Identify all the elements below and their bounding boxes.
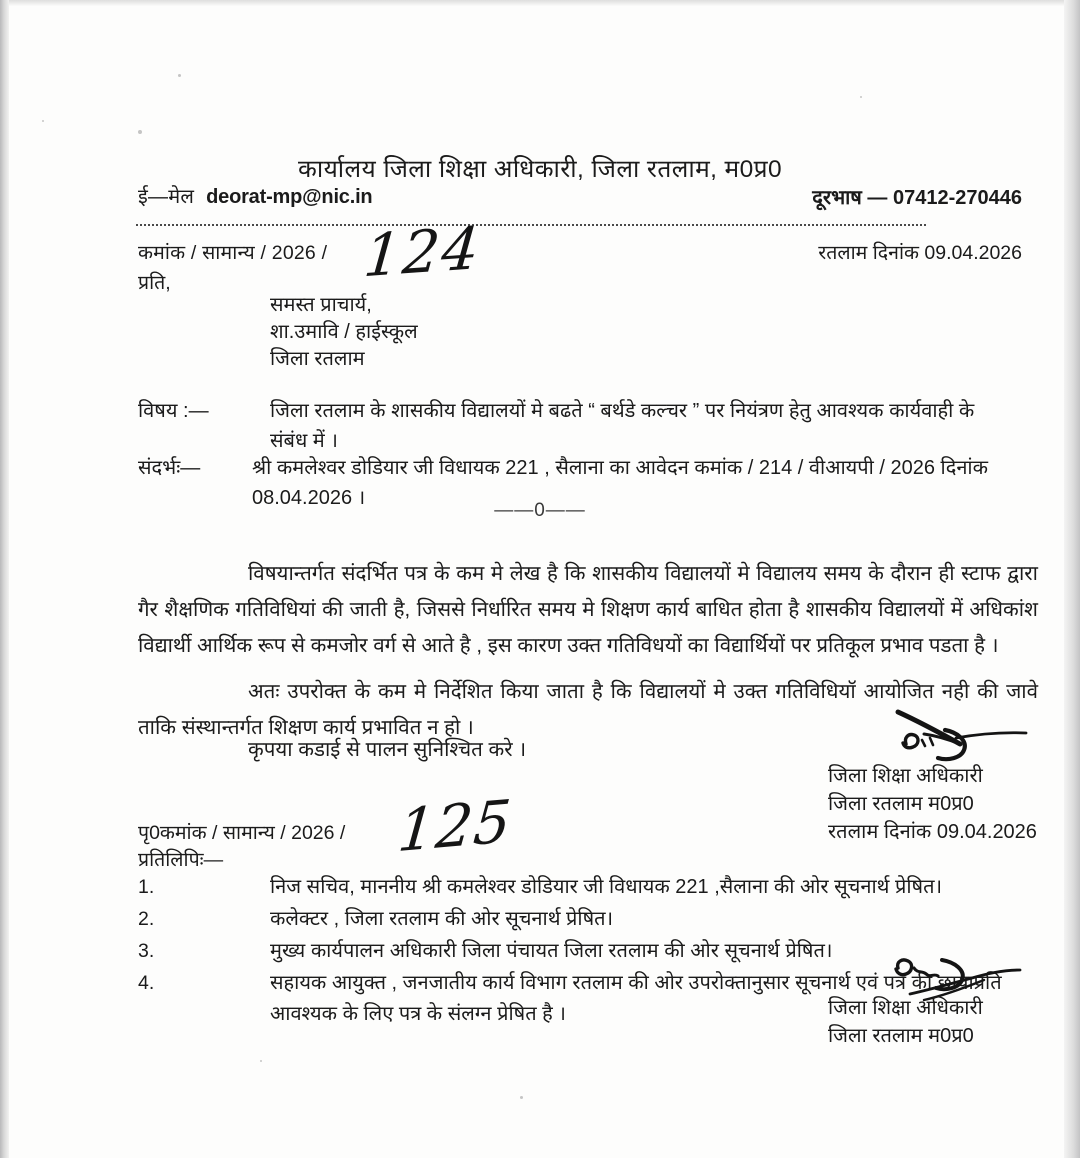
endorsement-number-prefix: पृ0कमांक / सामान्य / 2026 / <box>138 822 346 844</box>
to-label: प्रति, <box>138 272 171 294</box>
subject-label: विषय :— <box>138 400 209 422</box>
email-line <box>138 182 372 209</box>
copy-item-text: कलेक्टर , जिला रतलाम की ओर सूचनार्थ प्रेषित। <box>270 908 614 930</box>
reference-text: श्री कमलेश्वर डोडियार जी विधायक 221 , सैलाना का आवेदन कमांक / 214 / वीआयपी / 2026 दिनांक 08.04.2026 । <box>252 457 988 509</box>
copy-item-number: 4. <box>138 972 155 994</box>
copy-list-item <box>138 872 1038 903</box>
memo-number-prefix: कमांक / सामान्य / 2026 / <box>138 242 328 264</box>
email-address: deorat-mp@nic.in <box>206 186 373 208</box>
office-title: कार्यालय जिला शिक्षा अधिकारी, जिला रतलाम, म0प्र0 <box>298 156 782 183</box>
signatory-designation: जिला शिक्षा अधिकारी <box>828 997 983 1019</box>
signatory-office: जिला रतलाम म0प्र0 <box>828 793 974 815</box>
signatory-place-date: रतलाम दिनांक 09.04.2026 <box>828 821 1037 843</box>
signatory-office: जिला रतलाम म0प्र0 <box>828 1025 974 1047</box>
endorsement-number-handwritten: 125 <box>395 786 515 866</box>
reference-label: संदर्भः— <box>138 457 201 479</box>
body-paragraph-1 <box>138 556 1038 664</box>
copy-item-text: सहायक आयुक्त , जनजातीय कार्य विभाग रतलाम की ओर उपरोक्तानुसार सूचनार्थ एवं पत्र की छायाप्रति आवश्यक के लिए पत्र के संलग्न प्रेषित है । <box>270 972 1002 1025</box>
addressee-line: जिला रतलाम <box>270 348 365 370</box>
copy-list-item <box>138 904 1038 935</box>
copy-item-text: मुख्य कार्यपालन अधिकारी जिला पंचायत जिला रतलाम की ओर सूचनार्थ प्रेषित। <box>270 940 833 962</box>
addressee-line: समस्त प्राचार्य, <box>270 294 372 316</box>
copy-to-label: प्रतिलिपिः— <box>138 849 224 871</box>
copy-item-text: निज सचिव, माननीय श्री कमलेश्वर डोडियार जी विधायक 221 ,सैलाना की ओर सूचनार्थ प्रेषित। <box>270 876 943 898</box>
phone-number: दूरभाष — 07412-270446 <box>812 187 1022 209</box>
copy-item-number: 3. <box>138 940 155 962</box>
addressee-block <box>270 292 418 373</box>
copy-item-number: 1. <box>138 876 155 898</box>
body-paragraph-1-text: विषयान्तर्गत संदर्भित पत्र के कम मे लेख है कि शासकीय विद्यालयों मे विद्यालय समय के दौरान ही स्टाफ द्वारा गैर शैक्षणिक गतिविधियां की जाती है, जिससे निर्धारित समय मे शिक्षण कार्य बाधित होता है शासकीय विद्यालयों में अधिकांश विद्यार्थी आर्थिक रूप से कमजोर वर्ग से आते है , इस कारण उक्त गतिविधयों का विद्यार्थियों पर प्रतिकूल प्रभाव पडता है । <box>138 562 1038 657</box>
email-label: ई—मेल <box>138 186 195 208</box>
copy-list-item <box>138 936 1038 967</box>
signature-block-top <box>828 762 1037 846</box>
subject-text: जिला रतलाम के शासकीय विद्यालयों मे बढते “ बर्थडे कल्चर ” पर नियंत्रण हेतु आवश्यक कार्यवाही के संबंध में । <box>270 400 975 452</box>
addressee-line: शा.उमावि / हाईस्कूल <box>270 321 418 343</box>
section-divider-ornament: ——0—— <box>494 500 586 521</box>
header-divider-rule <box>136 224 926 226</box>
memo-place-date: रतलाम दिनांक 09.04.2026 <box>818 242 1022 264</box>
signature-block-bottom <box>828 994 983 1050</box>
body-paragraph-2-text: अतः उपरोक्त के कम मे निर्देशित किया जाता है कि विद्यालयों मे उक्त गतिविधियॉ आयोजित नही की जावे ताकि संस्थान्तर्गत शिक्षण कार्य प्रभावित न हो । <box>138 680 1038 739</box>
memo-number-handwritten: 124 <box>361 213 484 291</box>
signatory-designation: जिला शिक्षा अधिकारी <box>828 765 983 787</box>
copy-item-number: 2. <box>138 908 155 930</box>
body-paragraph-3: कृपया कडाई से पालन सुनिश्चित करे । <box>248 738 527 761</box>
